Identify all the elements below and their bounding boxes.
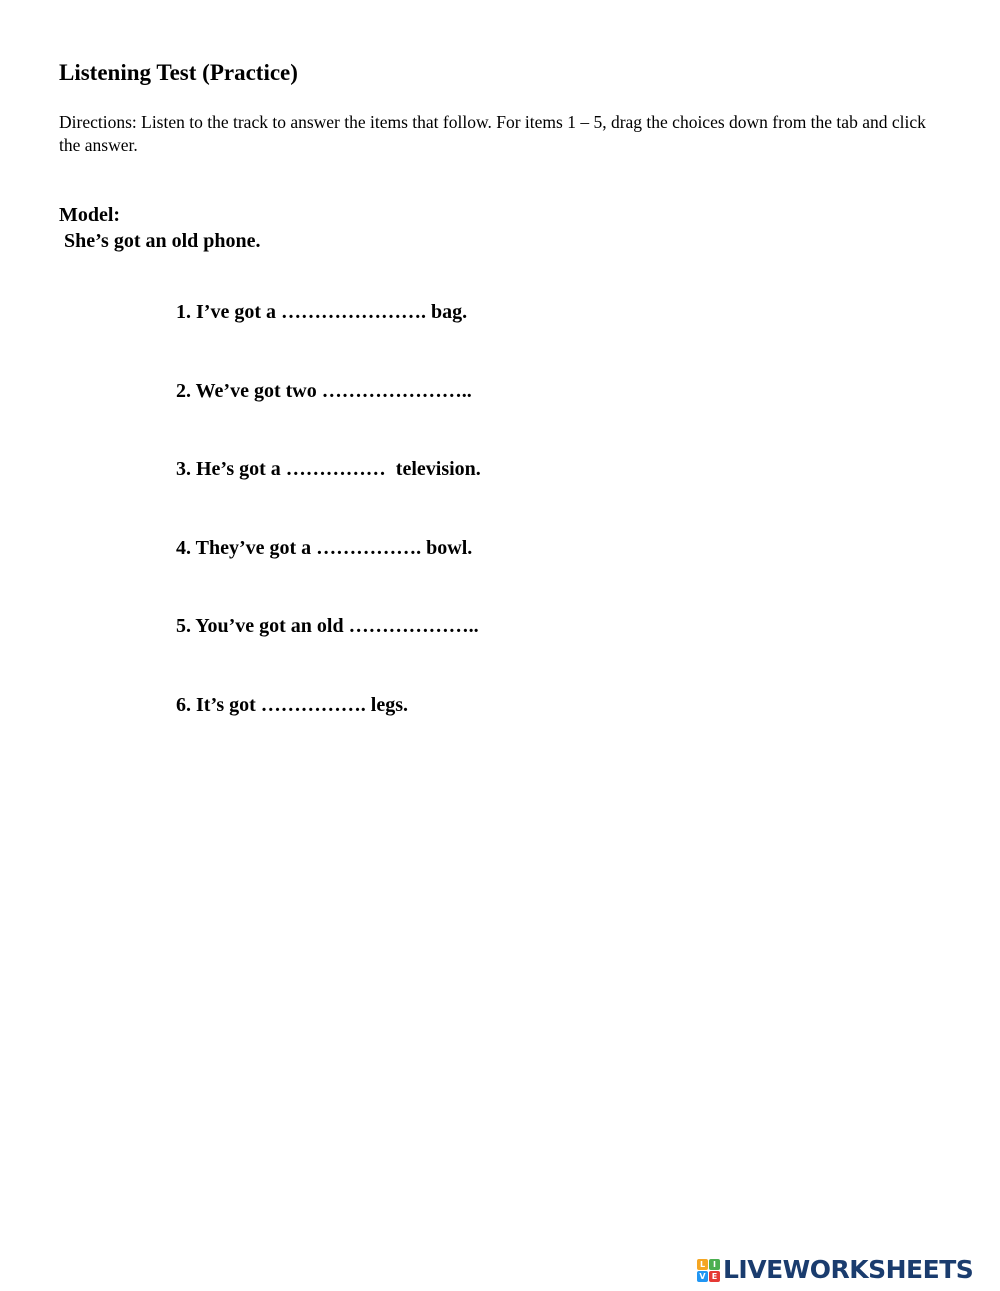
liveworksheets-logo	[697, 1255, 973, 1285]
question-item-4: 4. They’ve got a ……………. bowl.	[176, 536, 473, 559]
question-item-1: 1. I’ve got a …………………. bag.	[176, 301, 468, 323]
question-item-2: 2. We’ve got two …………………..	[176, 379, 472, 402]
page-title: Listening Test (Practice)	[59, 60, 298, 85]
logo-mark-icon	[697, 1259, 720, 1282]
logo-tile-v: V	[697, 1271, 708, 1282]
logo-tile-i: I	[709, 1259, 720, 1270]
directions-text: Directions: Listen to the track to answer the items that follow. For items 1 – 5, drag the choices down from the tab and click the answer.	[59, 112, 926, 155]
question-item-6: 6. It’s got ……………. legs.	[176, 693, 409, 716]
logo-tile-e: E	[709, 1271, 720, 1282]
question-item-5: 5. You’ve got an old ………………..	[176, 615, 479, 638]
question-list	[176, 299, 481, 771]
model-sentence: She’s got an old phone.	[64, 230, 261, 252]
logo-text: LIVEWORKSHEETS	[723, 1255, 974, 1284]
logo-tile-l: L	[697, 1259, 708, 1270]
model-label: Model:	[59, 204, 121, 226]
question-item-3: 3. He’s got a …………… television.	[176, 458, 481, 481]
